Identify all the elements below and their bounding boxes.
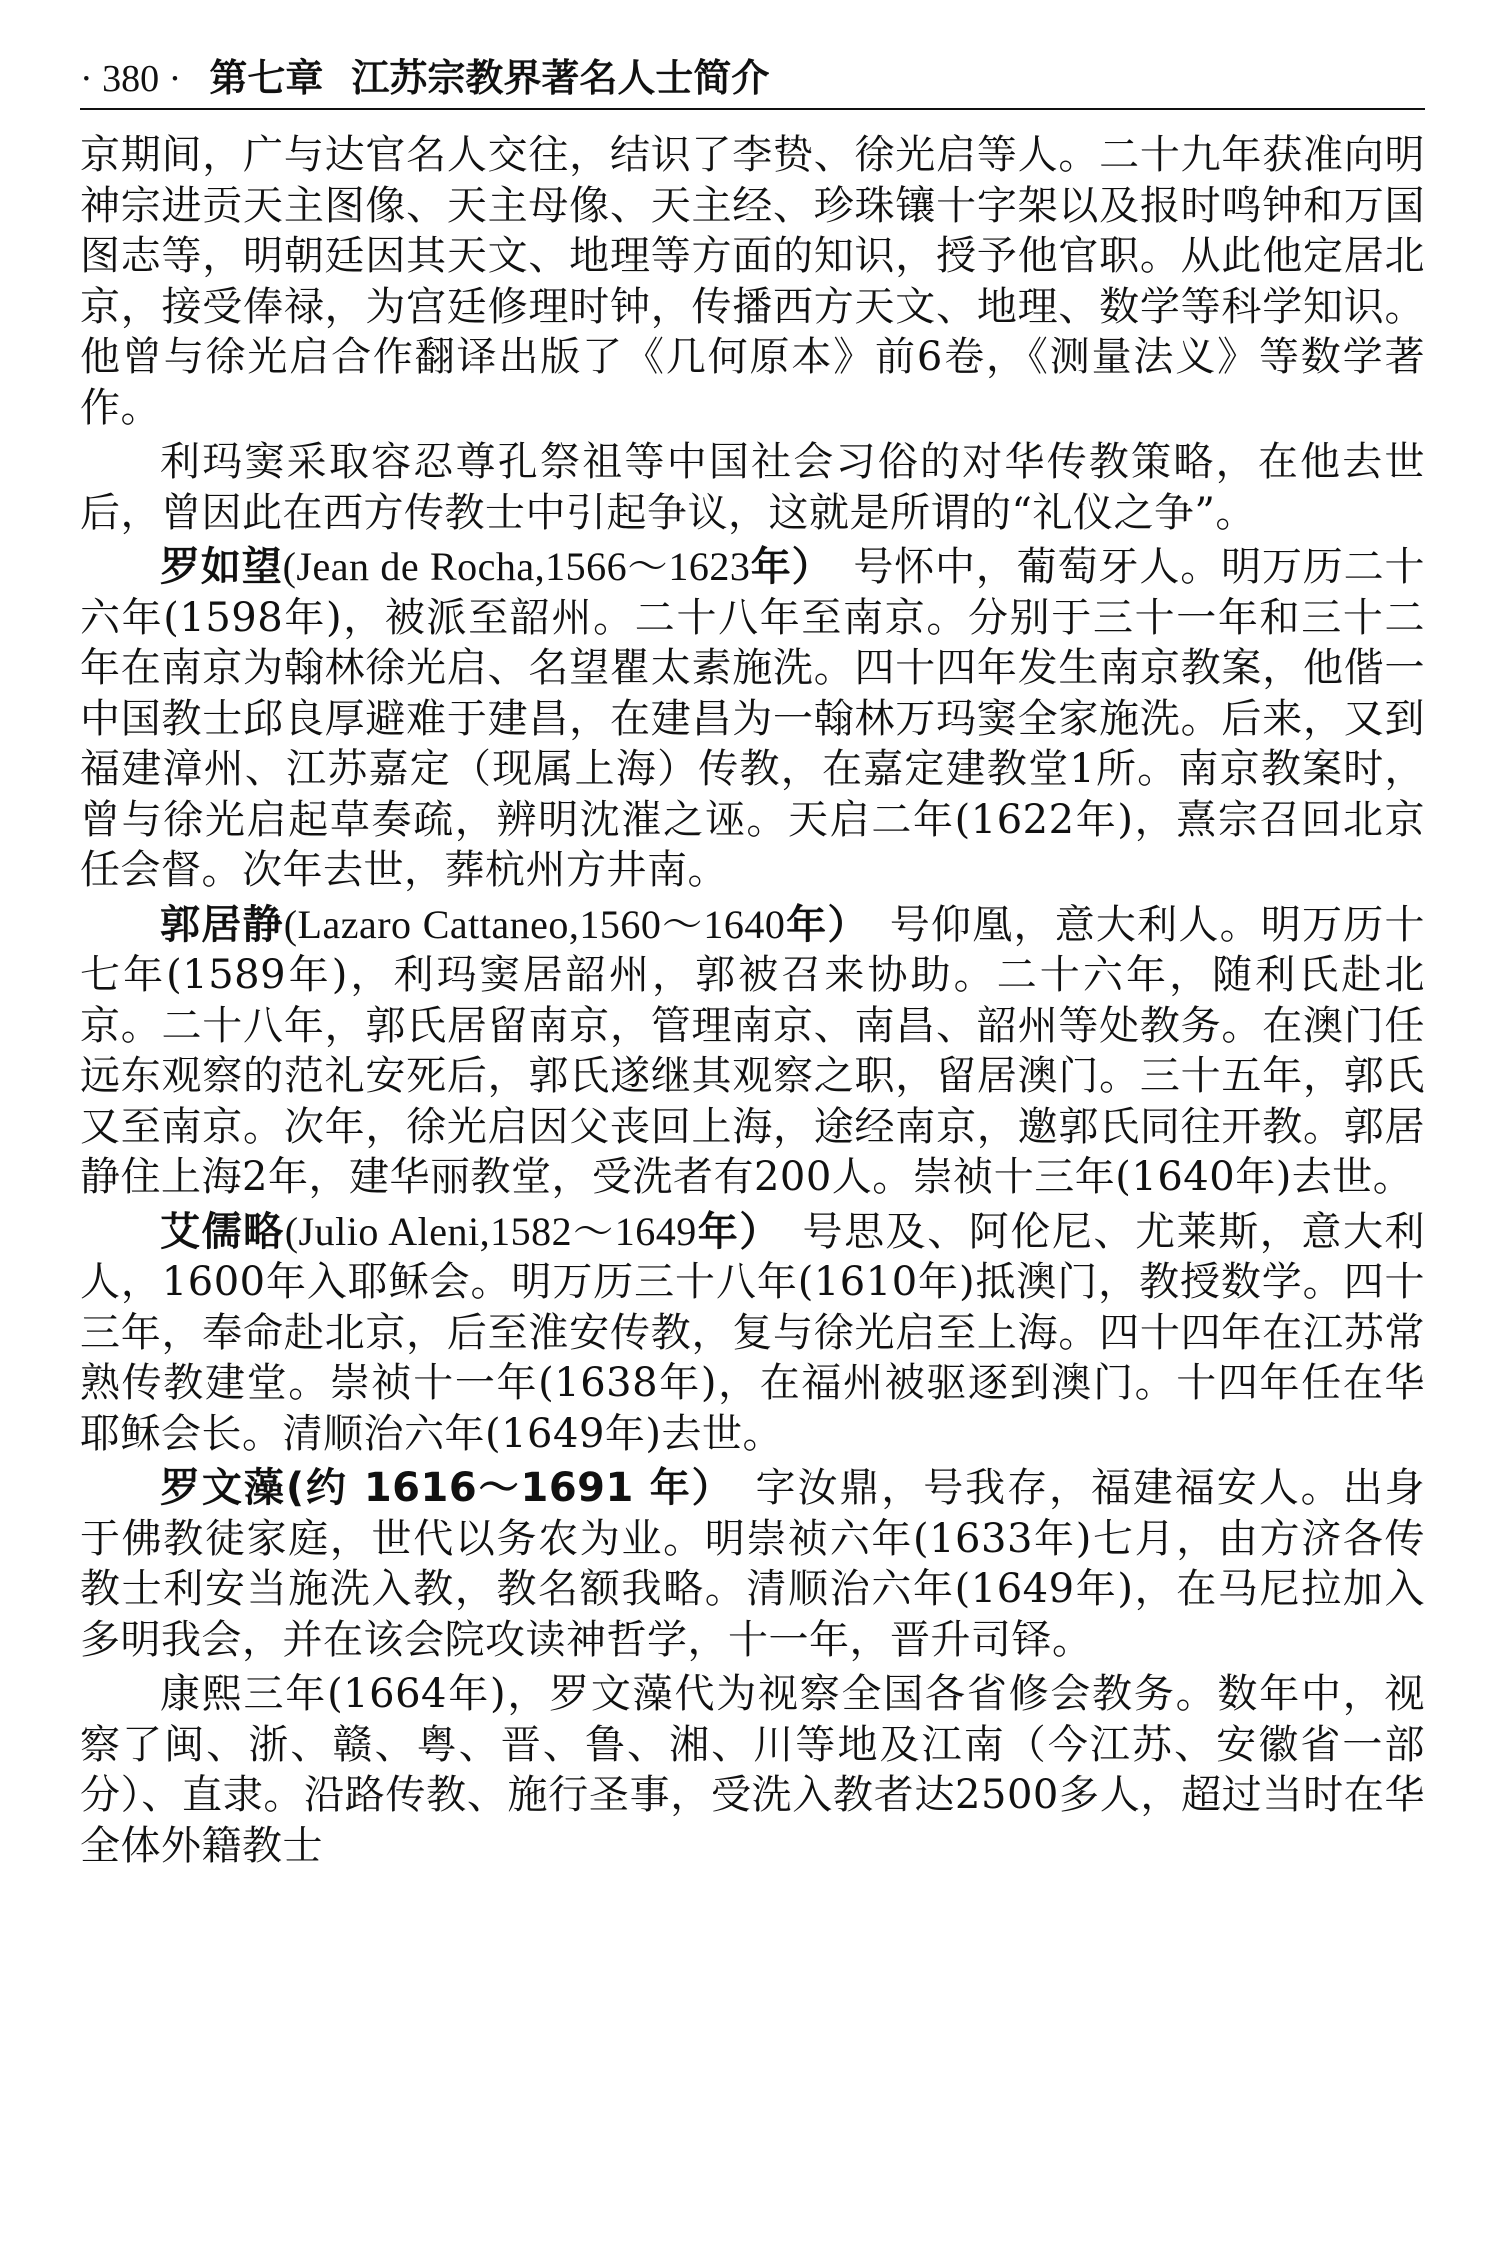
paragraph-text: 号仰凰，意大利人。明万历十七年(1589年)，利玛窦居韶州，郭被召来协助。二十六年，随利氏赴北京。二十八年，郭氏居留南京，管理南京、南昌、韶州等处教务。在澳门任远东观察的范礼安死后，郭氏遂继其观察之职，留居澳门。三十五年，郭氏又至南京。次年，徐光启因父丧回上海，途经南京，邀郭氏同往开教。郭居静住上海2年，建华丽教堂，受洗者有200人。崇祯十三年(1640年)去世。 — [80, 901, 1426, 1200]
paragraph-text: 号思及、阿伦尼、尤莱斯，意大利人，1600年入耶稣会。明万历三十八年(1610年)抵澳门，教授数学。四十三年，奉命赴北京，后至淮安传教，复与徐光启至上海。四十四年在江苏常熟传教建堂。崇祯十一年(1638年)，在福州被驱逐到澳门。十四年任在华耶稣会长。清顺治六年(1649年)去世。 — [80, 1208, 1426, 1457]
person-name: 郭居静 — [160, 901, 284, 948]
body-text — [80, 130, 1425, 1875]
person-name: 罗如望 — [160, 544, 283, 590]
page-number: · 380 · — [80, 58, 182, 100]
biography-entry — [80, 542, 1425, 896]
paragraph-text: 康熙三年(1664年)，罗文藻代为视察全国各省修会教务。数年中，视察了闽、浙、赣、粤、晋、鲁、湘、川等地及江南（今江苏、安徽省一部分）、直隶。沿路传教、施行圣事，受洗入教者达2500多人，超过当时在华全体外籍教士 — [80, 1671, 1425, 1869]
person-name-suffix: 年） — [750, 544, 813, 590]
header-rule — [80, 108, 1425, 110]
person-name-suffix: 年） — [696, 1208, 761, 1255]
person-latin-name: (Lazaro Cattaneo,1560～1640 — [283, 901, 786, 947]
biography-entry — [80, 1463, 1425, 1665]
running-header — [80, 48, 1420, 108]
person-latin-name: (Julio Aleni,1582～1649 — [284, 1208, 697, 1254]
paragraph-text: 字汝鼎，号我存，福建福安人。出身于佛教徒家庭，世代以务农为业。明崇祯六年(1633年)七月，由方济各传教士利安当施洗入教，教名额我略。清顺治六年(1649年)，在马尼拉加入多明我会，并在该会院攻读神哲学，十一年，晋升司铎。 — [80, 1465, 1426, 1663]
chapter-title: 江苏宗教界著名人士简介 — [351, 55, 770, 100]
paragraph-text: 京期间，广与达官名人交往，结识了李贽、徐光启等人。二十九年获准向明神宗进贡天主图像、天主母像、天主经、珍珠镶十字架以及报时鸣钟和万国图志等，明朝廷因其天文、地理等方面的知识，授予他官职。从此他定居北京，接受俸禄，为宫廷修理时钟，传播西方天文、地理、数学等科学知识。他曾与徐光启合作翻译出版了《几何原本》前6卷，《测量法义》等数学著作。 — [80, 132, 1425, 431]
paragraph — [80, 130, 1425, 433]
person-name: 艾儒略 — [160, 1208, 285, 1255]
person-name: 罗文藻 — [160, 1465, 286, 1511]
person-name-suffix: 年） — [785, 901, 849, 948]
person-name-suffix: (约 1616～1691 年） — [285, 1465, 714, 1511]
person-latin-name: (Jean de Rocha,1566～1623 — [282, 544, 751, 589]
paragraph — [80, 1669, 1425, 1871]
biography-entry — [80, 900, 1425, 1203]
chapter-label: 第七章 — [209, 55, 324, 100]
paragraph-text: 号怀中，葡萄牙人。明万历二十六年(1598年)，被派至韶州。二十八年至南京。分别于三十一年和三十二年在南京为翰林徐光启、名望瞿太素施洗。四十四年发生南京教案，他偕一中国教士邱良厚避难于建昌，在建昌为一翰林万玛窦全家施洗。后来，又到福建漳州、江苏嘉定（现属上海）传教，在嘉定建教堂1所。南京教案时，曾与徐光启起草奏疏，辨明沈漼之诬。天启二年(1622年)，熹宗召回北京任会督。次年去世，葬杭州方井南。 — [80, 544, 1426, 893]
paragraph — [80, 437, 1425, 538]
paragraph-text: 利玛窦采取容忍尊孔祭祖等中国社会习俗的对华传教策略，在他去世后，曾因此在西方传教士中引起争议，这就是所谓的“礼仪之争”。 — [80, 439, 1425, 536]
biography-entry — [80, 1207, 1425, 1460]
